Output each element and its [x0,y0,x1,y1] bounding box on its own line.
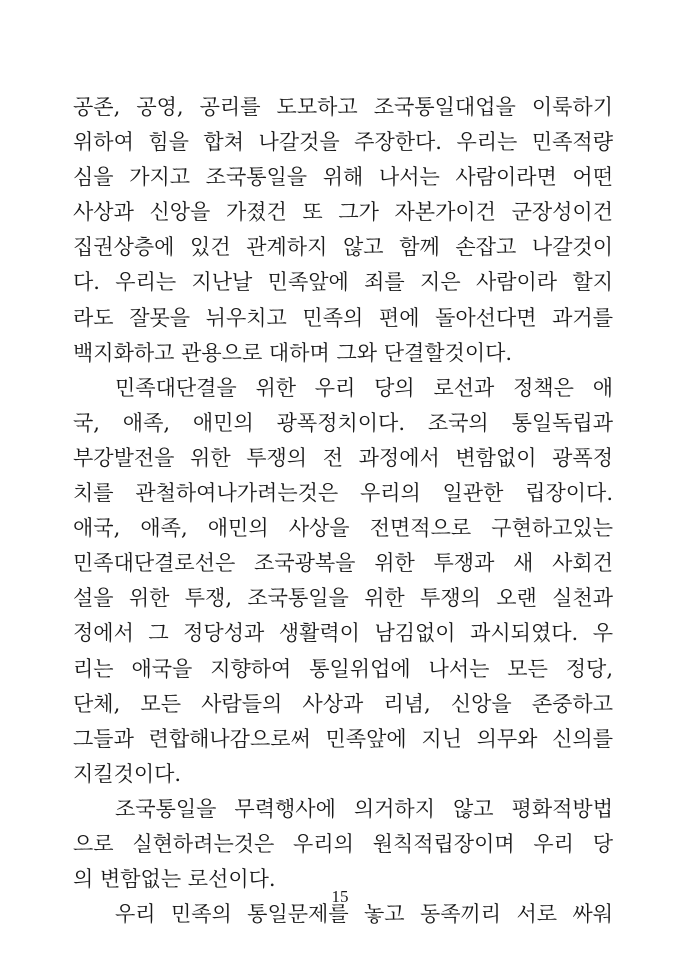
text-line: 리는 애국을 지향하여 통일위업에 나서는 모든 정당, [73,656,613,681]
text-line: 그들과 련합해나감으로써 민족앞에 지닌 의무와 신의를 [73,726,613,751]
text-line: 애국, 애족, 애민의 사상을 전면적으로 구현하고있는 [73,516,613,541]
body-text [73,90,613,932]
text-line: 민족대단결로선은 조국광복을 위한 투쟁과 새 사회건 [73,551,613,576]
text-line: 라도 잘못을 뉘우치고 민족의 편에 돌아선다면 과거를 [73,305,613,330]
text-line: 사상과 신앙을 가졌건 또 그가 자본가이건 군장성이건 [73,200,613,225]
text-line: 부강발전을 위한 투쟁의 전 과정에서 변함없이 광폭정 [73,445,613,470]
text-line: 우리 민족의 통일문제를 놓고 동족끼리 서로 싸워 [115,902,613,927]
text-line: 위하여 힘을 합쳐 나갈것을 주장한다. 우리는 민족적량 [73,130,613,155]
page-number: 15 [331,887,349,906]
text-line: 집권상층에 있건 관계하지 않고 함께 손잡고 나갈것이 [73,235,613,260]
text-line: 으로 실현하려는것은 우리의 원칙적립장이며 우리 당 [73,831,613,856]
text-line: 심을 가지고 조국통일을 위해 나서는 사람이라면 어떤 [73,165,613,190]
text-line: 정에서 그 정당성과 생활력이 남김없이 과시되였다. 우 [73,621,613,646]
text-line: 공존, 공영, 공리를 도모하고 조국통일대업을 이룩하기 [73,95,613,119]
text-line: 치를 관철하여나가려는것은 우리의 일관한 립장이다. [73,481,613,506]
text-line: 조국통일을 무력행사에 의거하지 않고 평화적방법 [115,796,613,821]
text-line: 국, 애족, 애민의 광폭정치이다. 조국의 통일독립과 [73,410,613,435]
text-line: 백지화하고 관용으로 대하며 그와 단결할것이다. [73,340,513,365]
text-line: 설을 위한 투쟁, 조국통일을 위한 투쟁의 오랜 실천과 [73,586,613,611]
text-line: 단체, 모든 사람들의 사상과 리념, 신앙을 존중하고 [73,691,613,716]
text-line: 의 변함없는 로선이다. [73,867,276,892]
text-line: 지킬것이다. [73,761,182,786]
text-line: 민족대단결을 위한 우리 당의 로선과 정책은 애 [115,375,613,400]
text-line: 다. 우리는 지난날 민족앞에 죄를 지은 사람이라 할지 [73,270,613,295]
